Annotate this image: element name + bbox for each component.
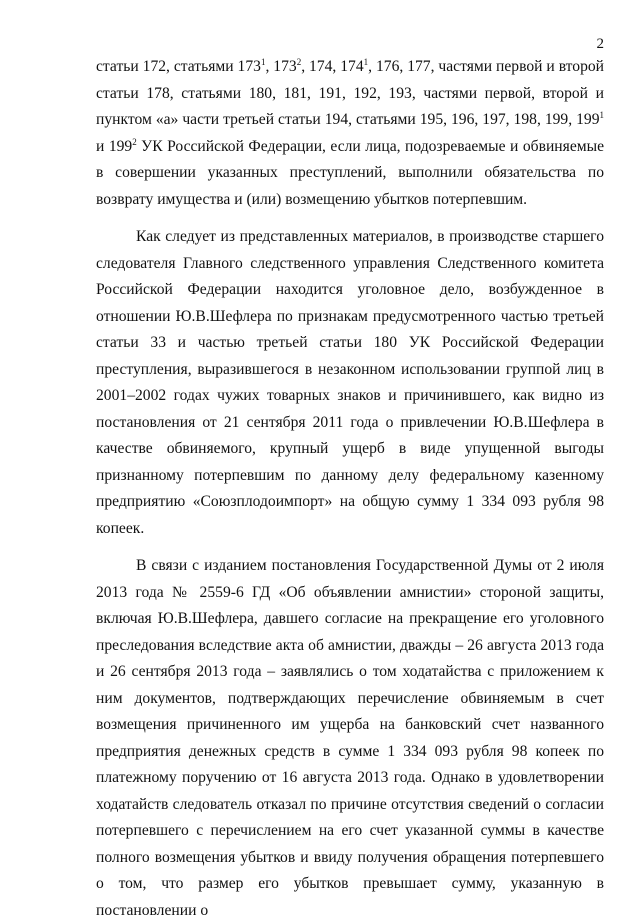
- paragraph-continuation: [96, 54, 604, 213]
- p1-text-5: и 199: [96, 137, 133, 155]
- superscript: 2: [296, 57, 302, 67]
- paragraph-case-materials: Как следует из представленных материалов, в производстве старшего следователя Главного следственного управления Следственного комитета Российской Федерации находится уголовное дело, возбужденное в отношении Ю.В.Шефлера по признакам предусмотренного частью третьей статьи 33 и частью третьей статьи 180 УК Российской Федерации преступления, выразившегося в незаконном использовании группой лиц в 2001–2002 годах чужих товарных знаков и причинившего, как видно из постановления от 21 сентября 2011 года о привлечении Ю.В.Шефлера в качестве обвиняемого, крупный ущерб в виде упущенной выгоды признанному потерпевшим по данному делу федеральному казенному предприятию «Союзплодоимпорт» на общую сумму 1 334 093 рубля 98 копеек.: [96, 228, 604, 537]
- superscript: 1: [363, 57, 369, 67]
- paragraph-amnesty: В связи с изданием постановления Государственной Думы от 2 июля 2013 года № 2559-6 ГД «Об объявлении амнистии» стороной защиты, включая Ю.В.Шефлера, давшего согласие на прекращение его уголовного преследования вследствие акта об амнистии, дважды – 26 августа 2013 года и 26 сентября 2013 года – заявлялись о том ходатайства с приложением к ним документов, подтверждающих перечисление обвиняемым в счет возмещения причиненного им ущерба на банковский счет названного предприятия денежных средств в сумме 1 334 093 рубля 98 копеек по платежному поручению от 16 августа 2013 года. Однако в удовлетворении ходатайств следователь отказал по причине отсутствия сведений о согласии потерпевшего с перечислением на его счет указанной суммы в качестве полного возмещения убытков и ввиду получения обращения потерпевшего о том, что размер его убытков превышает сумму, указанную в постановлении о: [96, 557, 604, 919]
- p1-text-6: УК Российской Федерации, если лица, подозреваемые и обвиняемые в совершении указанных преступлений, выполнили обязательства по возврату имущества и (или) возмещению убытков потерпевшим.: [96, 137, 605, 208]
- p1-text-2: , 173: [265, 58, 297, 75]
- p1-text-3: , 174, 174: [301, 58, 364, 75]
- p1-text-4: , 176, 177, частями первой и второй статьи 178, статьями 180, 181, 191, 192, 193, частями первой, второй и пунктом «а» части третьей статьи 194, статьями 195, 196, 197, 198, 199, 199: [96, 58, 605, 128]
- p1-text-1: статьи 172, статьями 173: [96, 58, 261, 75]
- superscript: 2: [132, 136, 137, 147]
- superscript: 1: [260, 57, 266, 67]
- page-number: 2: [596, 36, 604, 52]
- superscript: 1: [599, 110, 604, 120]
